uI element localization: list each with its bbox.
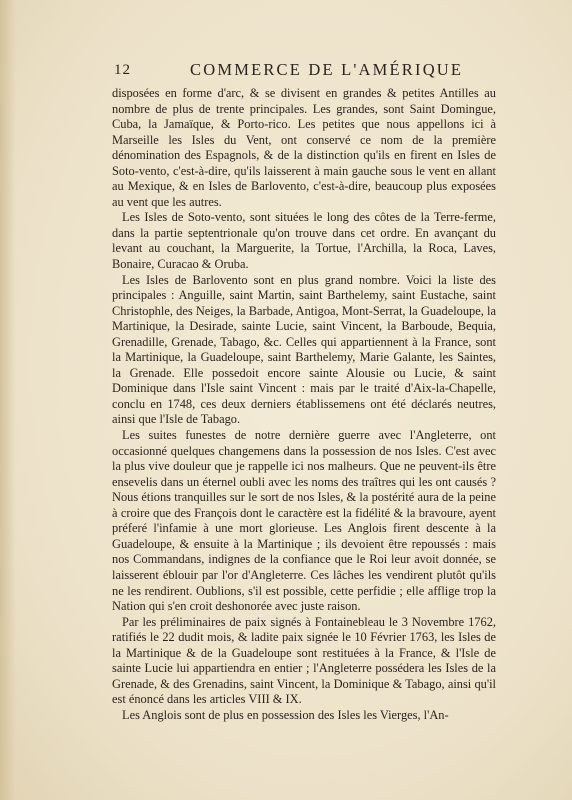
paragraph-antilles: disposées en forme d'arc, & se divisent en grandes & petites Antilles au nombre de plus de trente principales. Les grandes, sont Saint Domingue, Cuba, la Jamaïque, & Porto-rico. Les petites que nous appellons ici à Marseille les Isles du Vent, ont conservé ce nom de la première dénomination des Espagnols, & de la distinction qu'ils en firent en Isles de Soto-vento, c'est-à-dire, qu'ils laisserent à main gauche sous le vent en allant au Mexique, & en Isles de Barlovento, c'est-à-dire, beaucoup plus exposées au vent que les autres. <box>112 86 496 209</box>
body-text <box>112 86 496 723</box>
running-title: COMMERCE DE L'AMÉRIQUE <box>190 60 464 79</box>
page-number: 12 <box>114 62 131 78</box>
paragraph-soto-vento: Les Isles de Soto-vento, sont situées le long des côtes de la Terre-ferme, dans la partie septentrionale qu'on trouve dans cet ordre. En avançant du levant au couchant, la Marguerite, la Tortue, l'Archilla, la Roca, Laves, Bonaire, Curacao & Oruba. <box>112 210 496 272</box>
paragraph-peace: Par les préliminaires de paix signés à Fontainebleau le 3 Novembre 1762, ratifiés le 22 dudit mois, & ladite paix signée le 10 Février 1763, les Isles de la Martinique & de la Guadeloupe sont restituées à la France, & l'Isle de sainte Lucie lui appartiendra en entier ; l'Angleterre possédera les Isles de la Grenade, & des Grenadins, saint Vincent, la Dominique & Tabago, ainsi qu'il est énoncé dans les articles VIII & IX. <box>112 614 496 707</box>
page-header <box>114 60 508 82</box>
paragraph-war: Les suites funestes de notre dernière guerre avec l'Angleterre, ont occasionné quelques changemens dans la possession de nos Isles. C'est avec la plus vive douleur que je rappelle ici nos malheurs. Que ne peuvent-ils être ensevelis dans un éternel oubli avec les noms des traîtres qui les ont causés ? Nous étions tranquilles sur le sort de nos Isles, & la postérité aura de la peine à croire que des François dont le caractère est la fidélité & la bravoure, ayent préferé l'infamie à une mort glorieuse. Les Anglois firent descente à la Guadeloupe, & ensuite à la Martinique ; ils devoient être repoussés : mais nos Commandans, indignes de la confiance que le Roi leur avoit donnée, se laisserent éblouir par l'or d'Angleterre. Ces lâches les vendirent plutôt qu'ils ne les rendirent. Oublions, s'il est possible, cette perfidie ; elle afflige trop la Nation qui s'en croit deshonorée avec juste raison. <box>112 428 496 614</box>
paragraph-barlovento: Les Isles de Barlovento sont en plus grand nombre. Voici la liste des principales : Anguille, saint Martin, saint Barthelemy, saint Eustache, saint Christophle, des Neiges, la Barbade, Antigoa, Mont-Serrat, la Guadeloupe, la Martinique, la Desirade, sainte Lucie, saint Vincent, la Barboude, Bequia, Grenadille, Grenade, Tabago, &c. Celles qui appartiennent à la France, sont la Martinique, la Guadeloupe, saint Barthelemy, Marie Galante, les Saintes, la Grenade. Elle possedoit encore sainte Alousie ou Lucie, & saint Dominique dans l'Isle saint Vincent : mais par le traité d'Aix-la-Chapelle, conclu en 1748, ces deux derniers établissemens ont été déclarés neutres, ainsi que l'Isle de Tabago. <box>112 272 496 427</box>
paragraph-anglois: Les Anglois sont de plus en possession des Isles les Vierges, l'An- <box>122 707 449 722</box>
